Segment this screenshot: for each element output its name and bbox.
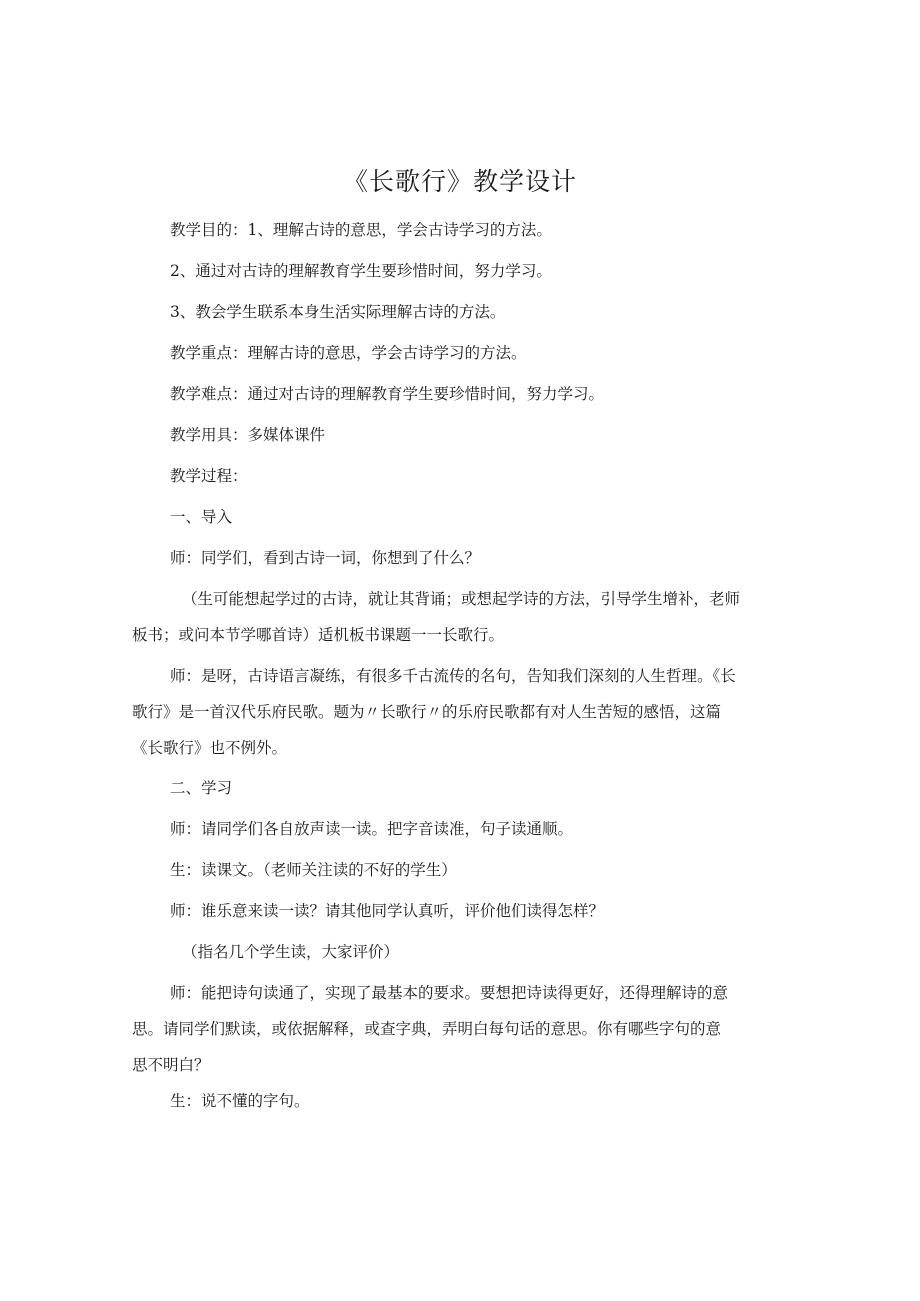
paragraph-line: 板书；或问本节学哪首诗）适机板书课题一一长歌行。 <box>132 626 505 644</box>
paragraph-line: 教学用具：多媒体课件 <box>170 426 326 444</box>
paragraph-line: 《长歌行》也不例外。 <box>132 739 288 757</box>
paragraph-line: （生可能想起学过的古诗，就让其背诵；或想起学诗的方法，引导学生增补，老师 <box>182 590 741 608</box>
paragraph-objective-3 <box>132 294 792 330</box>
paragraph-line: 师：是呀，古诗语言凝练，有很多千古流传的名句，告知我们深刻的人生哲理。《长 <box>170 667 736 685</box>
paragraph-teacher-understand <box>132 975 792 1083</box>
paragraph-line: 师：同学们，看到古诗一词，你想到了什么？ <box>170 549 481 567</box>
paragraph-line: 师：能把诗句读通了，实现了最基本的要求。要想把诗读得更好，还得理解诗的意 <box>170 984 729 1002</box>
paragraph-line: 3、教会学生联系本身生活实际理解古诗的方法。 <box>170 303 506 321</box>
paragraph-key-point <box>132 335 792 371</box>
paragraph-student-read <box>132 852 792 888</box>
paragraph-teacher-question <box>132 540 792 576</box>
paragraph-line: 生：说不懂的字句。 <box>170 1092 310 1110</box>
paragraph-line: 2、通过对古诗的理解教育学生要珍惜时间，努力学习。 <box>170 262 552 280</box>
paragraph-student-answer <box>132 1083 792 1119</box>
paragraph-teacher-who-reads <box>132 893 792 929</box>
paragraph-difficulty <box>132 376 792 412</box>
paragraph-line: 教学目的：1、理解古诗的意思，学会古诗学习的方法。 <box>170 221 552 239</box>
paragraph-objective-1 <box>132 212 792 248</box>
paragraph-line: 歌行》是一首汉代乐府民歌。题为〃长歌行〃的乐府民歌都有对人生苦短的感悟，这篇 <box>132 703 722 721</box>
paragraph-teacher-explain <box>132 658 792 766</box>
paragraph-objective-2 <box>132 253 792 289</box>
paragraph-line: 思。请同学们默读，或依据解释，或查字典，弄明白每句话的意思。你有哪些字句的意 <box>132 1020 722 1038</box>
paragraph-line: 一、导入 <box>170 508 233 526</box>
paragraph-tools <box>132 417 792 453</box>
paragraph-line: （指名几个学生读，大家评价） <box>182 943 400 961</box>
paragraph-name-students <box>132 934 792 970</box>
paragraph-line: 师：请同学们各自放声读一读。把字音读准，句子读通顺。 <box>170 820 574 838</box>
paragraph-line: 生：读课文。（老师关注读的不好的学生） <box>170 861 457 879</box>
paragraph-line: 师：谁乐意来读一读？请其他同学认真听，评价他们读得怎样？ <box>170 902 605 920</box>
paragraph-line: 教学重点：理解古诗的意思，学会古诗学习的方法。 <box>170 344 527 362</box>
paragraph-teacher-read <box>132 811 792 847</box>
section-heading-intro <box>132 499 792 535</box>
section-heading-study <box>132 770 792 806</box>
paragraph-line: 教学过程： <box>170 467 248 485</box>
paragraph-line: 思不明白？ <box>132 1056 210 1074</box>
paragraph-line: 教学难点：通过对古诗的理解教育学生要珍惜时间，努力学习。 <box>170 385 605 403</box>
paragraph-process <box>132 458 792 494</box>
paragraph-line: 二、学习 <box>170 779 233 797</box>
document-title: 《长歌行》教学设计 <box>342 167 577 196</box>
paragraph-student-note <box>132 581 792 653</box>
